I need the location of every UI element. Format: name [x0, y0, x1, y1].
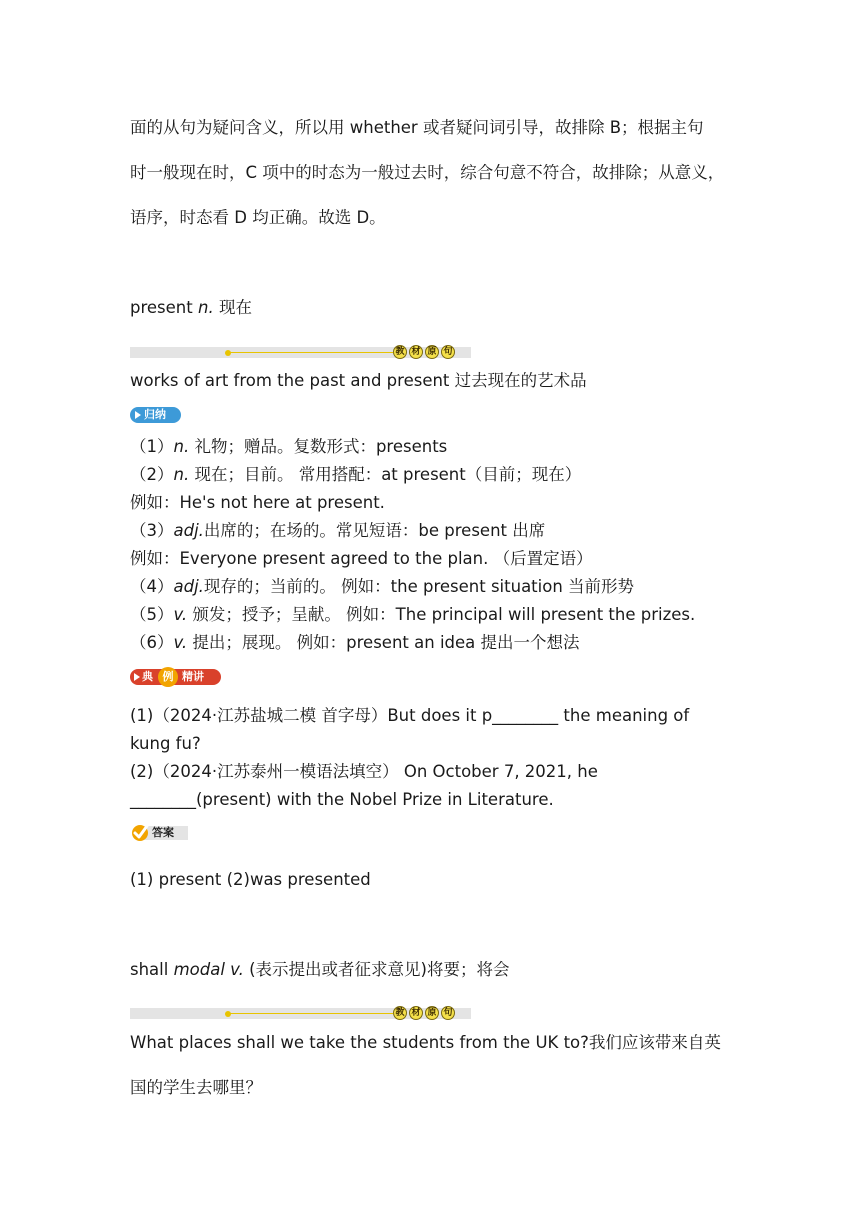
checkmark-icon: [130, 821, 154, 845]
shall-example-line-1: What places shall we take the students from the UK to?我们应该带来自英: [130, 1033, 721, 1052]
banner-char: 句: [441, 1006, 455, 1020]
question-line: (2)（2024·江苏泰州一模语法填空） On October 7, 2021, he: [130, 762, 598, 781]
banner-char: 材: [409, 345, 423, 359]
textbook-sentence-banner: [130, 347, 471, 358]
headword-meaning: (表示提出或者征求意见)将要；将会: [249, 960, 510, 979]
question-line: kung fu?: [130, 734, 201, 753]
answer-tag: [130, 821, 188, 843]
banner-char: 教: [393, 1006, 407, 1020]
headword: present: [130, 298, 193, 317]
summary-tag: [130, 407, 181, 423]
answer-text: (1) present (2)was presented: [130, 870, 371, 889]
definition-item: （4）adj.现存的；当前的。 例如：the present situation 当前形势: [130, 577, 635, 596]
headword-meaning: 现在: [218, 298, 252, 317]
part-of-speech: n.: [197, 298, 214, 317]
example-tag-part1: 典: [142, 670, 153, 683]
banner-char: 句: [441, 345, 455, 359]
definition-item: （6）v. 提出；展现。 例如：present an idea 提出一个想法: [130, 633, 580, 652]
definition-item: （1）n. 礼物；赠品。复数形式：presents: [130, 437, 448, 456]
play-arrow-icon: [134, 673, 140, 681]
answer-tag-label: 答案: [152, 826, 174, 839]
banner-char: 原: [425, 345, 439, 359]
part-of-speech: modal v.: [173, 960, 244, 979]
shall-headword-line: [130, 959, 509, 981]
question-line: ________(present) with the Nobel Prize in Literature.: [130, 790, 554, 809]
example-tag-part3: 精讲: [182, 670, 204, 683]
question-line: (1)（2024·江苏盐城二模 首字母）But does it p________ the meaning of: [130, 706, 690, 725]
banner-char: 材: [409, 1006, 423, 1020]
textbook-sentence-banner: [130, 1008, 471, 1019]
definition-item: 例如：Everyone present agreed to the plan. （后置定语）: [130, 549, 593, 568]
intro-line-1: 面的从句为疑问含义，所以用 whether 或者疑问词引导，故排除 B；根据主句: [130, 118, 704, 137]
intro-line-3: 语序，时态看 D 均正确。故选 D。: [130, 208, 386, 227]
headword: shall: [130, 960, 169, 979]
definition-item: （2）n. 现在；目前。 常用搭配：at present（目前；现在）: [130, 465, 582, 484]
textbook-example: works of art from the past and present 过去现在的艺术品: [130, 371, 587, 390]
definition-item: （3）adj.出席的；在场的。常见短语：be present 出席: [130, 521, 546, 540]
example-tag-circle: 例: [158, 667, 178, 687]
banner-char: 教: [393, 345, 407, 359]
example-tag: [130, 667, 221, 687]
play-arrow-icon: [135, 411, 141, 419]
definition-item: （5）v. 颁发；授予；呈献。 例如：The principal will present the prizes.: [130, 605, 696, 624]
summary-tag-label: 归纳: [144, 408, 166, 421]
present-headword-line: [130, 297, 252, 319]
definition-item: 例如：He's not here at present.: [130, 493, 385, 512]
intro-line-2: 时一般现在时，C 项中的时态为一般过去时，综合句意不符合，故排除；从意义，: [130, 163, 725, 182]
banner-char: 原: [425, 1006, 439, 1020]
shall-example-line-2: 国的学生去哪里？: [130, 1078, 262, 1097]
